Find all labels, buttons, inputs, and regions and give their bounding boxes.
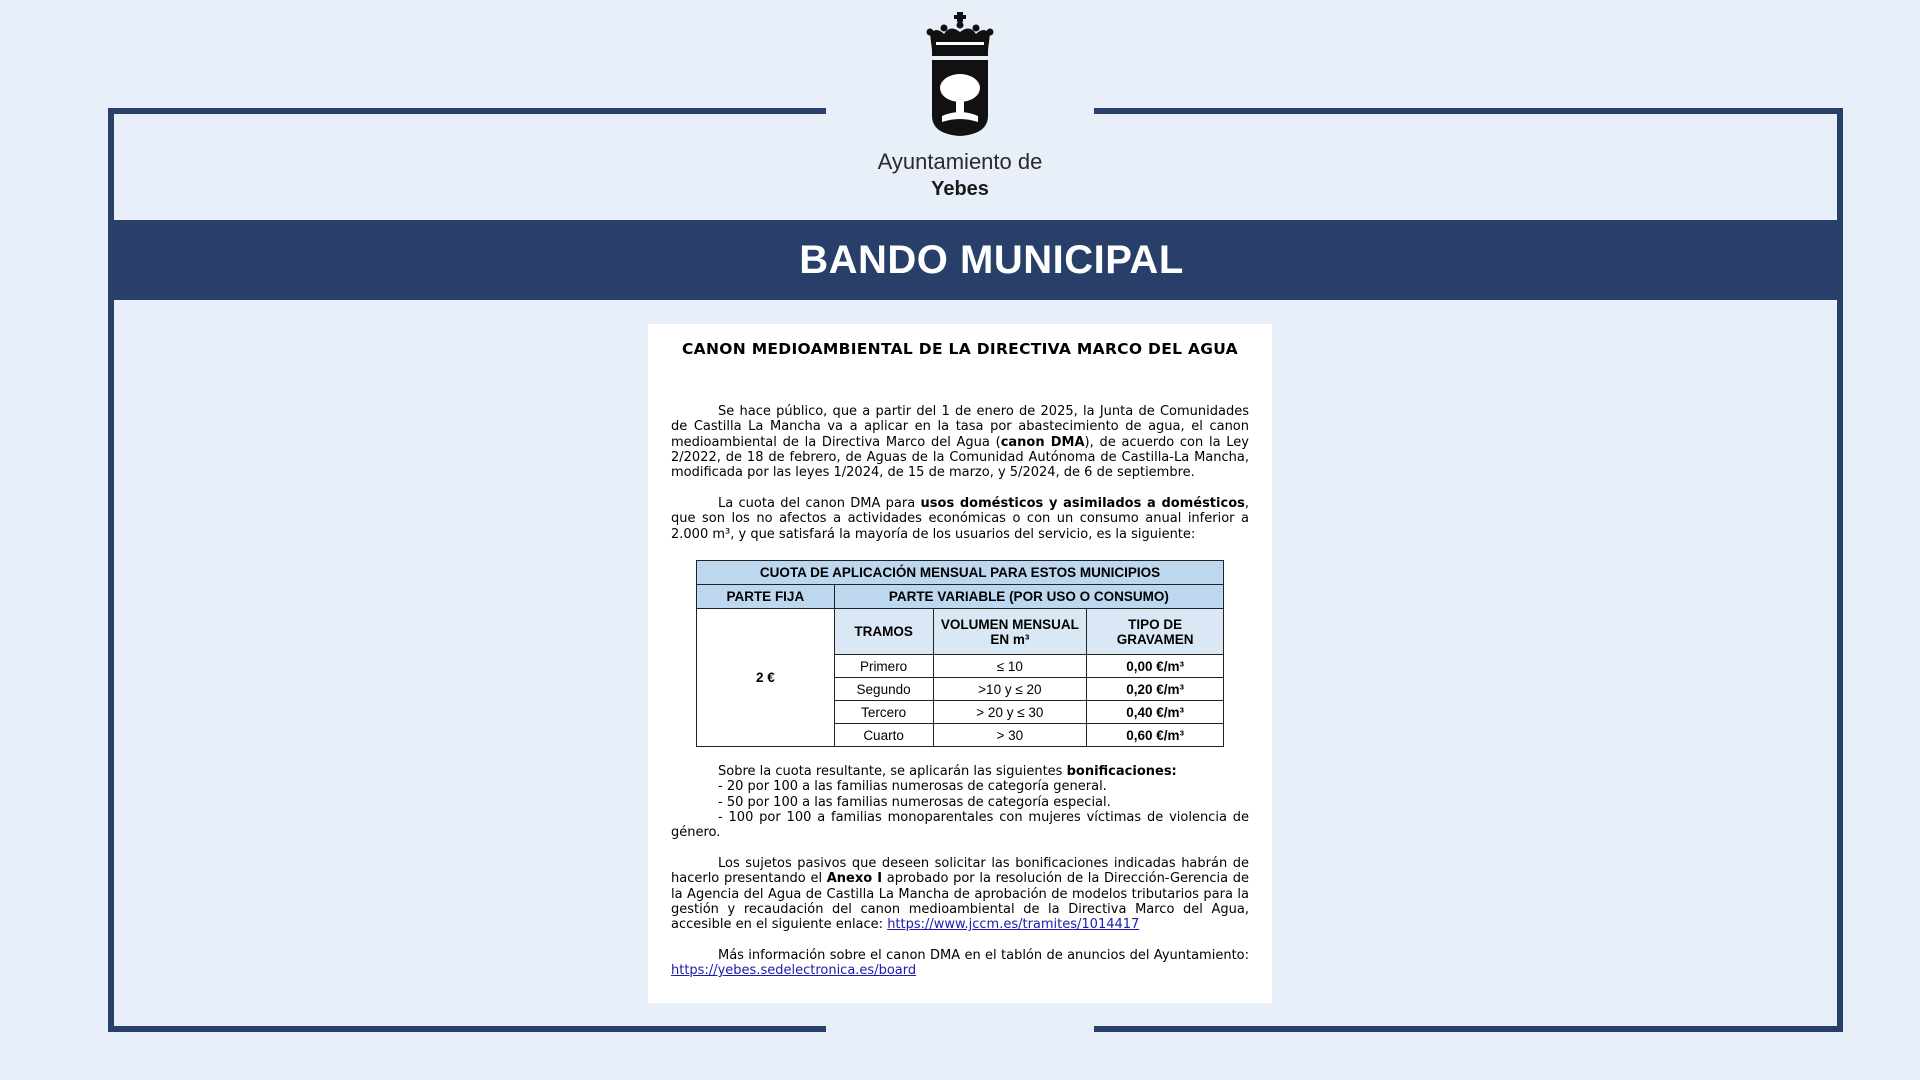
col-variable-header: PARTE VARIABLE (POR USO O CONSUMO) [834, 585, 1223, 609]
jccm-tramites-link[interactable]: https://www.jccm.es/tramites/1014417 [887, 917, 1140, 933]
fixed-value: 2 € [697, 609, 835, 747]
sub-header-tramos: TRAMOS [834, 609, 933, 655]
municipality-name: Yebes [931, 178, 989, 200]
paragraph-intro: Se hace público, que a partir del 1 de enero de 2025, la Junta de Comunidades de Castilla La Mancha va a aplicar en la tasa por abastecimiento de agua, el canon medioambiental de la Directiva Marco del Agua (canon DMA), de acuerdo con la Ley 2/2022, de 18 de febrero, de Aguas de la Comunidad Autónoma de Castilla-La Mancha, modificada por las leyes 1/2024, de 15 de marzo, y 5/2024, de 6 de septiembre. [671, 404, 1249, 481]
frame-top-right [1094, 108, 1843, 114]
frame-bottom-left [108, 1026, 826, 1032]
list-item: - 100 por 100 a familias monoparentales con mujeres víctimas de violencia de género. [671, 809, 1249, 841]
paragraph-domestic-fee: La cuota del canon DMA para usos domésticos y asimilados a domésticos, que son los no afectos a actividades económicas o con un consumo anual inferior a 2.000 m³, y que satisfará la mayoría de los usuarios del servicio, es la siguiente: [671, 496, 1249, 542]
list-item: - 20 por 100 a las familias numerosas de categoría general. [718, 779, 1107, 795]
table-row: Tercero > 20 y ≤ 30 0,40 €/m³ [697, 701, 1224, 724]
table-row: Primero ≤ 10 0,00 €/m³ [697, 655, 1224, 678]
document-page [648, 324, 1272, 1003]
frame-bottom-right [1094, 1026, 1843, 1032]
col-fixed-header: PARTE FIJA [697, 585, 835, 609]
fee-table [696, 560, 1224, 747]
frame-top-left [108, 108, 826, 114]
paragraph-more-info: Más información sobre el canon DMA en el tablón de anuncios del Ayuntamiento: https://yebes.sedelectronica.es/board [671, 948, 1249, 979]
table-title: CUOTA DE APLICACIÓN MENSUAL PARA ESTOS MUNICIPIOS [697, 561, 1224, 585]
coat-of-arms-icon [922, 12, 998, 138]
document-title: CANON MEDIOAMBIENTAL DE LA DIRECTIVA MARCO DEL AGUA [682, 340, 1238, 358]
table-row: Cuarto > 30 0,60 €/m³ [697, 724, 1224, 747]
banner-title: BANDO MUNICIPAL [799, 237, 1184, 282]
sub-header-tipo: TIPO DE GRAVAMEN [1087, 609, 1224, 655]
sede-electronica-link[interactable]: https://yebes.sedelectronica.es/board [671, 963, 917, 979]
list-item: - 50 por 100 a las familias numerosas de categoría especial. [718, 794, 1111, 810]
organization-name: Ayuntamiento de [877, 149, 1043, 174]
paragraph-anexo: Los sujetos pasivos que deseen solicitar las bonificaciones indicadas habrán de hacerlo presentando el Anexo I aprobado por la resolución de la Dirección-Gerencia de la Agencia del Agua de Castilla La Mancha de aprobación de modelos tributarios para la gestión y recaudación del canon medioambiental de la Directiva Marco del Agua, accesible en el siguiente enlace: https://www.jccm.es/tramites/1014417 [671, 856, 1249, 933]
sub-header-volumen: VOLUMEN MENSUAL EN m³ [933, 609, 1087, 655]
paragraph-bonificaciones: Sobre la cuota resultante, se aplicarán las siguientes bonificaciones: - 20 por 100 a las familias numerosas de categoría general. - 50 por 100 a las familias numerosas de categoría especial. - 100 por 100 a familias monoparentales con mujeres víctimas de violencia de género. [671, 764, 1249, 841]
banner [108, 220, 1843, 300]
table-row: Segundo >10 y ≤ 20 0,20 €/m³ [697, 678, 1224, 701]
